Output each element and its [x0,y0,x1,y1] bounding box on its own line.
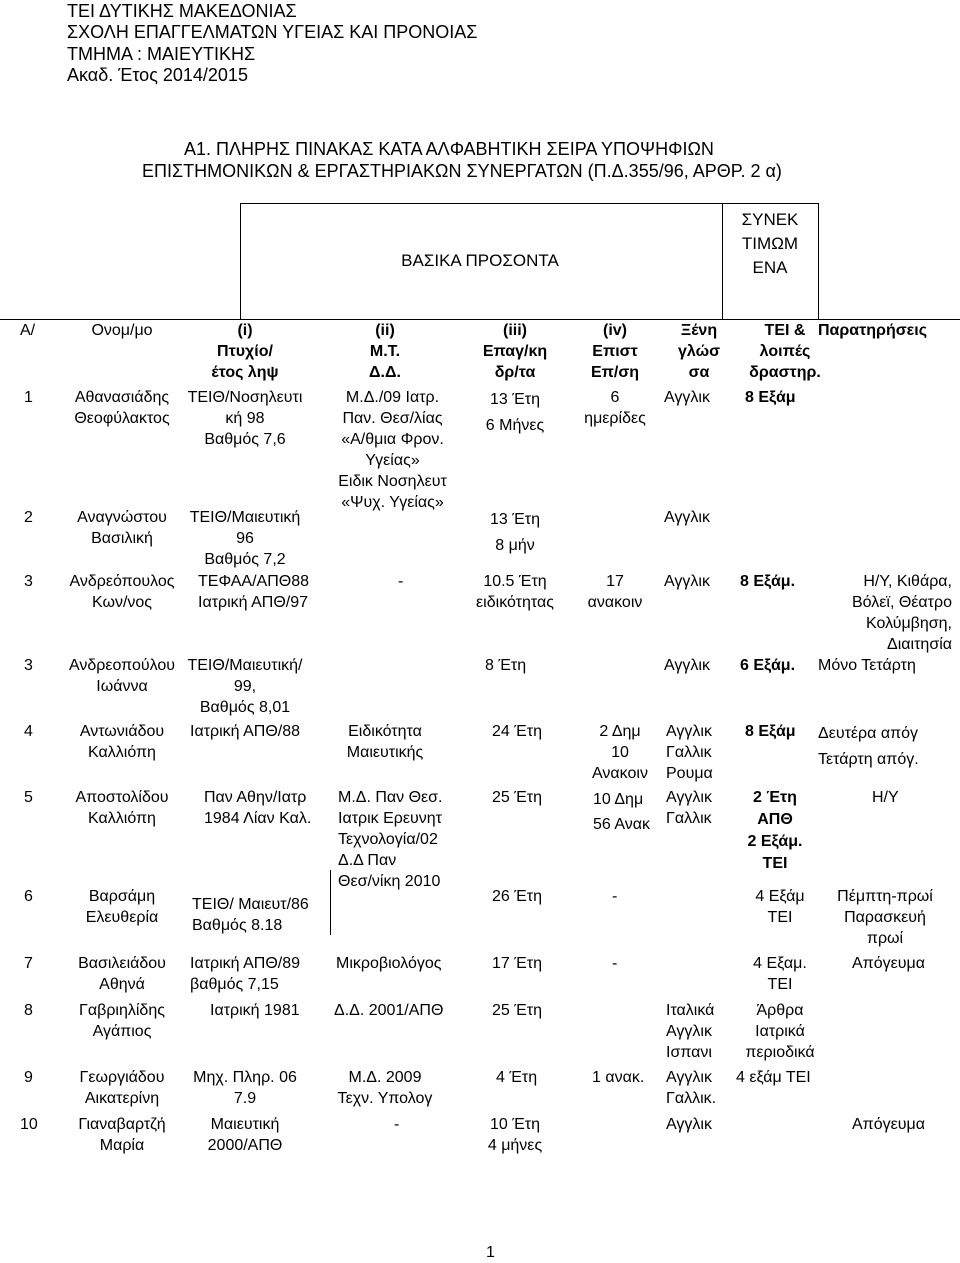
cell-notes: Πέμπτη-πρωί Παρασκευή πρωί [837,888,933,947]
cell-degree: Μηχ. Πληρ. 06 7.9 [193,1069,297,1107]
cell-notes: Μόνο Τετάρτη [818,657,916,674]
cell-notes: Η/Υ [872,789,899,806]
cell-name: Ανδρεοπούλου Ιωάννα [68,657,176,695]
cell-num: 9 [24,1069,33,1086]
cell-tei: 4 Εξάμ ΤΕΙ [755,888,805,926]
cell-name: Αθανασιάδης Θεοφύλακτος [74,389,170,427]
cell-experience: 8 Έτη [485,657,527,674]
cell-degree: Παν Αθην/Ιατρ 1984 Λίαν Καλ. [204,789,312,827]
cell-language: Αγγλικ [666,1116,712,1133]
col-header-num: Α/ [20,322,36,339]
cell-scientific: - [612,955,618,972]
cell-language: Ιταλικά Αγγλικ Ισπανι [666,1002,715,1061]
cell-degree: Ιατρική ΑΠΘ/88 [190,723,301,740]
cell-master: Μ.Δ. 2009 Τεχν. Υπολογ [337,1069,433,1107]
group-basic-qualifications: ΒΑΣΙΚΑ ΠΡΟΣΟΝΤΑ [401,251,559,270]
col-header-notes: Παρατηρήσεις [818,322,928,339]
cell-experience: 4 Έτη [496,1069,538,1086]
cell-degree: Ιατρική 1981 [210,1002,300,1019]
grid-line [240,203,241,320]
cell-name: Γεωργιάδου Αικατερίνη [79,1069,165,1107]
cell-num: 1 [24,389,33,406]
grid-line [818,203,819,320]
cell-degree: ΤΕΙΘ/Μαιευτική 96 Βαθμός 7,2 [189,509,301,568]
cell-name: Αντωνιάδου Καλλιόπη [79,723,165,761]
academic-year: Ακαδ. Έτος 2014/2015 [67,65,248,85]
grid-line [240,203,819,204]
cell-master: Μ.Δ. Παν Θεσ. Ιατρικ Ερευνητ Τεχνολογία/02 Δ.Δ Παν Θεσ/νίκη 2010 [338,789,443,890]
grid-line [330,870,331,935]
cell-name: Ανδρεόπουλος Κων/νος [69,573,175,611]
cell-language: Αγγλικ [664,657,710,674]
cell-experience: 25 Έτη [492,1002,543,1019]
cell-experience: 26 Έτη [492,888,543,905]
table-title-line2: ΕΠΙΣΤΗΜΟΝΙΚΩΝ & ΕΡΓΑΣΤΗΡΙΑΚΩΝ ΣΥΝΕΡΓΑΤΩΝ (Π.Δ.355/96, ΑΡΘΡ. 2 α) [142,161,782,181]
cell-num: 6 [24,888,33,905]
cell-language: Αγγλικ [664,509,710,526]
cell-name: Γιαναβαρτζή Μαρία [78,1116,166,1154]
cell-scientific: 6 ημερίδες [584,389,646,427]
cell-experience: 13 Έτη 6 Μήνες [485,391,545,434]
cell-tei: 8 Εξάμ. [740,573,796,590]
col-header-master: (ii) Μ.Τ. Δ.Δ. [369,322,401,381]
cell-experience: 10 Έτη 4 μήνες [487,1116,543,1154]
table-title-line1: Α1. ΠΛΗΡΗΣ ΠΙΝΑΚΑΣ ΚΑΤΑ ΑΛΦΑΒΗΤΙΚΗ ΣΕΙΡΑ ΥΠΟΨΗΦΙΩΝ [184,139,714,159]
col-header-scientific: (iv) Επιστ Επ/ση [590,322,640,381]
cell-name: Γαβριηλίδης Αγάπιος [79,1002,165,1040]
cell-num: 2 [24,509,33,526]
cell-experience: 24 Έτη [492,723,543,740]
cell-name: Αποστολίδου Καλλιόπη [75,789,169,827]
institution-name: ΤΕΙ ΔΥΤΙΚΗΣ ΜΑΚΕΔΟΝΙΑΣ [67,1,297,21]
cell-language: Αγγλικ Γαλλικ [666,789,712,827]
page-number: 1 [486,1244,495,1261]
cell-scientific: 2 Δημ 10 Ανακοιν [592,723,648,782]
cell-scientific: 1 ανακ. [592,1069,645,1086]
cell-scientific: - [612,888,618,905]
cell-master: Ειδικότητα Μαιευτικής [346,723,424,761]
cell-name: Αναγνώστου Βασιλική [77,509,167,547]
cell-degree: Ιατρική ΑΠΘ/89 βαθμός 7,15 [190,955,301,993]
cell-experience: 17 Έτη [492,955,543,972]
cell-notes: Απόγευμα [852,955,925,972]
cell-degree: ΤΕΙΘ/Νοσηλευτι κή 98 Βαθμός 7,6 [187,389,303,448]
cell-num: 10 [20,1116,38,1133]
cell-degree: ΤΕΙΘ/ Μαιευτ/86 Βαθμός 8.18 [192,896,309,934]
cell-master: - [394,1116,400,1133]
school-name: ΣΧΟΛΗ ΕΠΑΓΓΕΛΜΑΤΩΝ ΥΓΕΙΑΣ ΚΑΙ ΠΡΟΝΟΙΑΣ [67,22,478,42]
cell-num: 3 [24,573,33,590]
cell-language: Αγγλικ [664,573,710,590]
cell-experience: 13 Έτη 8 μήν [489,511,540,554]
cell-tei: 2 Έτη ΑΠΘ 2 Εξάμ. ΤΕΙ [747,789,803,872]
cell-degree: ΤΕΦΑΑ/ΑΠΘ88 Ιατρική ΑΠΘ/97 [198,573,310,611]
cell-num: 7 [24,955,33,972]
cell-num: 4 [24,723,33,740]
cell-tei: Άρθρα Ιατρικά περιοδικά [745,1002,815,1061]
cell-notes: Δευτέρα απόγ Τετάρτη απόγ. [818,725,919,768]
cell-degree: ΤΕΙΘ/Μαιευτική/ 99, Βαθμός 8,01 [187,657,303,716]
cell-tei: 8 Εξάμ [745,723,796,740]
group-weighted-qualifications: ΣΥΝΕΚ ΤΙΜΩΜ ΕΝΑ [741,210,799,277]
cell-language: Αγγλικ Γαλλικ Ρουμα [666,723,713,782]
cell-master: Μικροβιολόγος [336,955,442,972]
col-header-language: Ξένη γλώσ σα [677,322,721,381]
cell-language: Αγγλικ Γαλλικ. [666,1069,717,1107]
cell-name: Βαρσάμη Ελευθερία [85,888,159,926]
cell-master: Δ.Δ. 2001/ΑΠΘ [334,1002,444,1019]
cell-tei: 8 Εξάμ [745,389,796,406]
cell-tei: 6 Εξάμ. [740,657,796,674]
cell-master: Μ.Δ./09 Ιατρ. Παν. Θεσ/λίας «Α/θμια Φρον. Υγείας» Ειδικ Νοσηλευτ «Ψυχ. Υγείας» [338,389,447,511]
cell-master: - [398,573,404,590]
cell-name: Βασιλειάδου Αθηνά [78,955,166,993]
cell-num: 8 [24,1002,33,1019]
col-header-tei: ΤΕΙ & λοιπές δραστηρ. [749,322,821,381]
cell-num: 3 [24,657,33,674]
cell-notes: Η/Υ, Κιθάρα, Βόλεϊ, Θέατρο Κολύμβηση, Διαιτησία [852,573,952,653]
col-header-name: Ονομ/μο [91,322,153,339]
cell-tei: 4 Εξαμ. ΤΕΙ [753,955,807,993]
cell-scientific: 17 ανακοιν [587,573,643,611]
cell-language: Αγγλικ [664,389,710,406]
cell-scientific: 10 Δημ 56 Ανακ [593,791,650,833]
cell-notes: Απόγευμα [852,1116,925,1133]
col-header-experience: (iii) Επαγ/κη δρ/τα [482,322,548,381]
cell-experience: 25 Έτη [492,789,543,806]
cell-experience: 10.5 Έτη ειδικότητας [476,573,554,611]
department-name: ΤΜΗΜΑ : ΜΑΙΕΥΤΙΚΗΣ [67,44,256,64]
cell-degree: Μαιευτική 2000/ΑΠΘ [207,1116,283,1154]
col-header-degree: (i) Πτυχίο/ έτος ληψ [211,322,279,381]
cell-tei: 4 εξάμ ΤΕΙ [736,1069,811,1086]
cell-num: 5 [24,789,33,806]
